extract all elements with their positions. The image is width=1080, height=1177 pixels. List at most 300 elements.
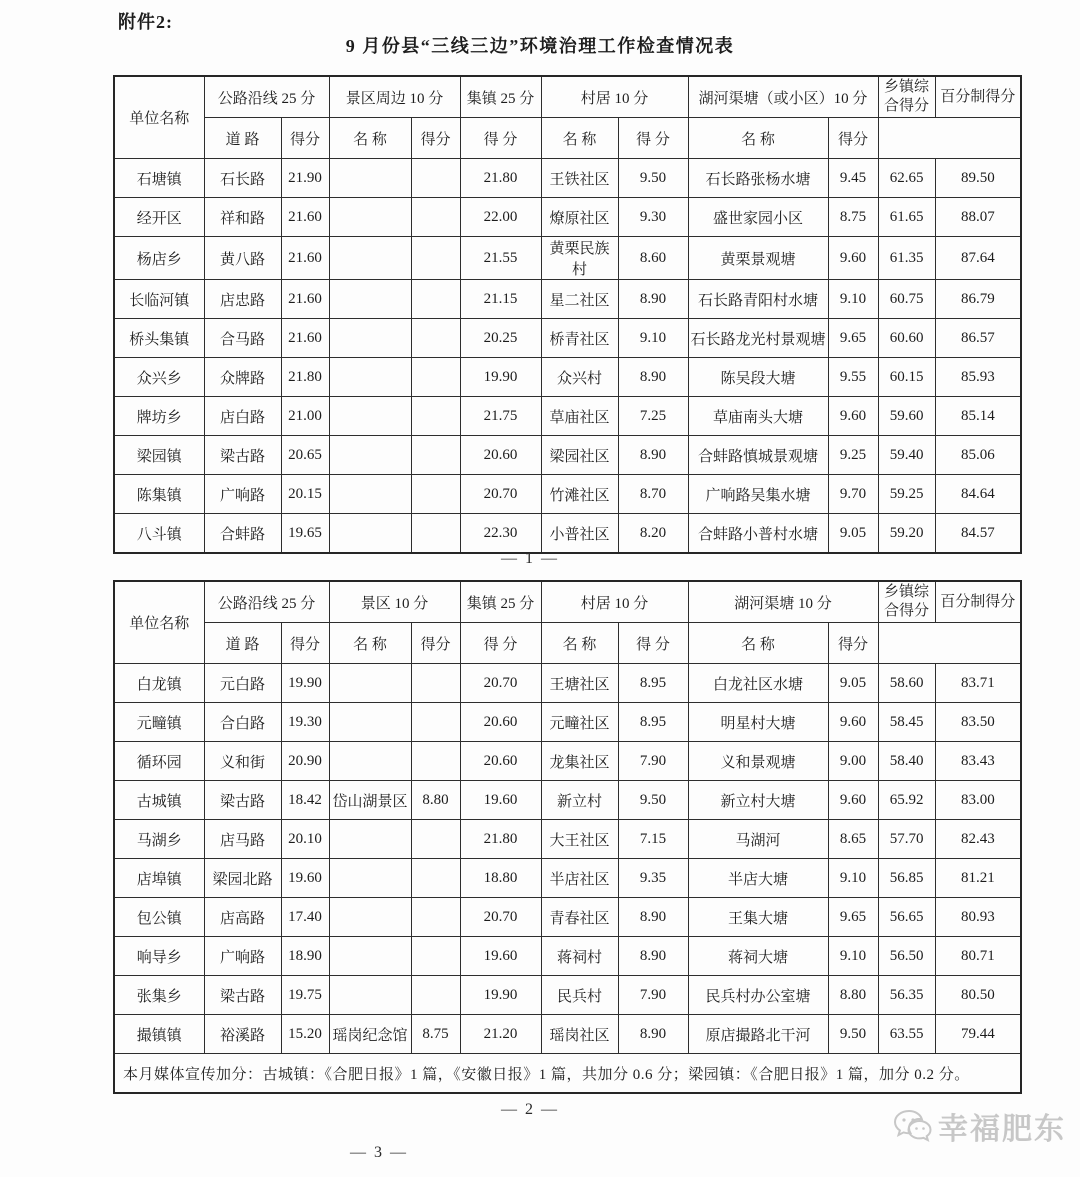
table-cell: 桥青社区 (541, 319, 618, 358)
table-cell: 80.93 (935, 898, 1021, 937)
table-cell: 盛世家园小区 (688, 198, 828, 237)
table-cell (411, 937, 460, 976)
column-subheader-3-1: 得 分 (618, 118, 688, 159)
table-cell (329, 937, 411, 976)
table-cell (329, 397, 411, 436)
table-cell: 梁园镇 (114, 436, 204, 475)
table-row (114, 859, 1021, 898)
table-cell: 63.55 (878, 1015, 935, 1054)
table-cell: 22.00 (460, 198, 541, 237)
page-number-3: — 3 — (350, 1144, 408, 1161)
column-subheader-0-1: 得分 (281, 118, 329, 159)
table-cell: 梁古路 (204, 976, 281, 1015)
table-cell: 19.90 (460, 976, 541, 1015)
table-row (114, 937, 1021, 976)
table-cell: 21.00 (281, 397, 329, 436)
table-cell: 8.75 (411, 1015, 460, 1054)
table-cell: 响导乡 (114, 937, 204, 976)
table-cell: 9.70 (828, 475, 878, 514)
column-header-percent-score: 百分制得分 (935, 581, 1021, 623)
table-cell: 59.60 (878, 397, 935, 436)
table-cell: 9.60 (828, 397, 878, 436)
table-cell: 56.50 (878, 937, 935, 976)
table-cell: 牌坊乡 (114, 397, 204, 436)
table-row (114, 237, 1021, 280)
table-cell: 8.95 (618, 703, 688, 742)
table-cell: 18.90 (281, 937, 329, 976)
table-cell: 58.45 (878, 703, 935, 742)
table-row (114, 976, 1021, 1015)
table-cell: 19.60 (281, 859, 329, 898)
table-cell: 蒋祠村 (541, 937, 618, 976)
table-cell: 长临河镇 (114, 280, 204, 319)
table-cell: 19.30 (281, 703, 329, 742)
page-number-1: — 1 — (501, 550, 559, 567)
table-row (114, 820, 1021, 859)
table-cell: 新立村大塘 (688, 781, 828, 820)
column-group-header-4: 湖河渠塘（或小区）10 分 (688, 76, 878, 118)
table-cell: 白龙镇 (114, 664, 204, 703)
table-cell: 瑶岗纪念馆 (329, 1015, 411, 1054)
table-cell: 84.64 (935, 475, 1021, 514)
table-cell (329, 319, 411, 358)
table-cell: 9.60 (828, 703, 878, 742)
table-cell (411, 664, 460, 703)
table-cell: 84.57 (935, 514, 1021, 554)
table-cell: 20.60 (460, 703, 541, 742)
table-cell: 店忠路 (204, 280, 281, 319)
table-cell (329, 280, 411, 319)
column-header-unit: 单位名称 (114, 76, 204, 159)
table-cell: 56.35 (878, 976, 935, 1015)
table-cell (411, 237, 460, 280)
table-cell: 白龙社区水塘 (688, 664, 828, 703)
table-cell: 17.40 (281, 898, 329, 937)
table-row (114, 703, 1021, 742)
table-cell (329, 664, 411, 703)
table-cell: 60.60 (878, 319, 935, 358)
table-cell: 黄栗景观塘 (688, 237, 828, 280)
table-cell: 元疃镇 (114, 703, 204, 742)
table-cell: 包公镇 (114, 898, 204, 937)
table-cell: 石长路青阳村水塘 (688, 280, 828, 319)
table-cell: 62.65 (878, 159, 935, 198)
table-cell: 9.35 (618, 859, 688, 898)
table-row (114, 397, 1021, 436)
table-cell: 8.90 (618, 436, 688, 475)
table-cell: 8.80 (828, 976, 878, 1015)
table-cell: 21.75 (460, 397, 541, 436)
column-subheader-0-1: 得分 (281, 623, 329, 664)
table-cell: 79.44 (935, 1015, 1021, 1054)
table-cell: 7.25 (618, 397, 688, 436)
table-cell: 义和景观塘 (688, 742, 828, 781)
table-cell: 65.92 (878, 781, 935, 820)
table-cell: 陈集镇 (114, 475, 204, 514)
table-cell: 8.90 (618, 1015, 688, 1054)
page-number-2: — 2 — (501, 1101, 559, 1118)
wechat-chat-bubbles-icon (893, 1109, 933, 1143)
table-cell: 石长路 (204, 159, 281, 198)
table-cell: 石长路张杨水塘 (688, 159, 828, 198)
table-cell: 9.65 (828, 898, 878, 937)
table-cell: 85.93 (935, 358, 1021, 397)
table-cell: 88.07 (935, 198, 1021, 237)
table-cell (411, 358, 460, 397)
table-cell: 80.71 (935, 937, 1021, 976)
column-subheader-2-0: 得 分 (460, 623, 541, 664)
table-row (114, 742, 1021, 781)
table-cell: 八斗镇 (114, 514, 204, 554)
table-cell: 80.50 (935, 976, 1021, 1015)
table-cell (411, 898, 460, 937)
attachment-label: 附件2: (118, 12, 173, 32)
table-cell: 9.60 (828, 237, 878, 280)
table-cell (329, 820, 411, 859)
column-subheader-1-1: 得分 (411, 623, 460, 664)
inspection-table-page1 (113, 75, 1022, 554)
table-cell: 9.10 (828, 937, 878, 976)
table-footnote-row (114, 1054, 1021, 1094)
table-cell: 20.60 (460, 742, 541, 781)
table-cell: 9.10 (828, 280, 878, 319)
table-cell: 黄栗民族村 (541, 237, 618, 280)
table-cell: 9.50 (618, 781, 688, 820)
table-cell: 7.90 (618, 976, 688, 1015)
table-cell: 草庙社区 (541, 397, 618, 436)
table-row (114, 159, 1021, 198)
table-cell: 85.06 (935, 436, 1021, 475)
table-cell: 王集大塘 (688, 898, 828, 937)
table-cell: 众牌路 (204, 358, 281, 397)
table-cell: 58.40 (878, 742, 935, 781)
table-cell (329, 159, 411, 198)
table-cell: 马湖乡 (114, 820, 204, 859)
table-cell: 梁古路 (204, 436, 281, 475)
table-cell: 黄八路 (204, 237, 281, 280)
table-cell: 21.55 (460, 237, 541, 280)
column-group-header-1: 景区周边 10 分 (329, 76, 460, 118)
table-cell: 民兵村办公室塘 (688, 976, 828, 1015)
column-header-composite-score: 乡镇综合得分 (878, 76, 935, 118)
column-group-header-2: 集镇 25 分 (460, 581, 541, 623)
table-cell (329, 742, 411, 781)
table-cell: 民兵村 (541, 976, 618, 1015)
table-cell: 9.10 (618, 319, 688, 358)
table-cell: 20.60 (460, 436, 541, 475)
table-cell: 58.60 (878, 664, 935, 703)
table-cell: 陈吴段大塘 (688, 358, 828, 397)
table-cell: 梁园社区 (541, 436, 618, 475)
table-cell: 9.05 (828, 664, 878, 703)
table-cell: 合蚌路小普村水塘 (688, 514, 828, 554)
watermark (893, 1104, 1066, 1148)
table-cell (411, 820, 460, 859)
table-cell: 合蚌路 (204, 514, 281, 554)
column-subheader-1-0: 名 称 (329, 623, 411, 664)
table-cell (411, 859, 460, 898)
table-cell: 王塘社区 (541, 664, 618, 703)
table-cell: 店马路 (204, 820, 281, 859)
table-cell: 59.40 (878, 436, 935, 475)
table-cell: 20.65 (281, 436, 329, 475)
table-cell: 半店社区 (541, 859, 618, 898)
table-cell (411, 976, 460, 1015)
table-cell: 8.90 (618, 280, 688, 319)
table-cell: 燎原社区 (541, 198, 618, 237)
table-cell: 21.60 (281, 280, 329, 319)
table-cell: 8.80 (411, 781, 460, 820)
column-header-percent-score: 百分制得分 (935, 76, 1021, 118)
table-cell: 83.50 (935, 703, 1021, 742)
table-cell: 石长路龙光村景观塘 (688, 319, 828, 358)
table-cell (411, 319, 460, 358)
table-cell: 广响路 (204, 937, 281, 976)
watermark-text: 幸福肥东 (938, 1113, 1066, 1146)
table-cell: 21.60 (281, 319, 329, 358)
column-subheader-4-0: 名 称 (688, 118, 828, 159)
table-row (114, 664, 1021, 703)
table-cell (411, 742, 460, 781)
table-row (114, 280, 1021, 319)
table-row (114, 1015, 1021, 1054)
table-cell: 81.21 (935, 859, 1021, 898)
table-cell: 9.45 (828, 159, 878, 198)
table-cell: 56.65 (878, 898, 935, 937)
table-cell: 明星村大塘 (688, 703, 828, 742)
table-cell: 85.14 (935, 397, 1021, 436)
inspection-table-page2 (113, 580, 1022, 1094)
table-cell: 19.65 (281, 514, 329, 554)
table-cell (411, 159, 460, 198)
table-cell: 7.15 (618, 820, 688, 859)
table-cell (411, 475, 460, 514)
table-cell: 9.05 (828, 514, 878, 554)
table-cell: 20.15 (281, 475, 329, 514)
table-cell: 83.43 (935, 742, 1021, 781)
table-cell: 9.50 (828, 1015, 878, 1054)
table-cell: 83.00 (935, 781, 1021, 820)
table-cell: 广响路 (204, 475, 281, 514)
table-row (114, 514, 1021, 554)
table-row (114, 898, 1021, 937)
table-cell (329, 859, 411, 898)
table-cell: 83.71 (935, 664, 1021, 703)
table-cell: 众兴乡 (114, 358, 204, 397)
table-cell: 合蚌路慎城景观塘 (688, 436, 828, 475)
column-subheader-3-1: 得 分 (618, 623, 688, 664)
table-cell: 8.65 (828, 820, 878, 859)
table-cell (329, 358, 411, 397)
table-cell: 8.70 (618, 475, 688, 514)
table-cell: 循环园 (114, 742, 204, 781)
table-cell: 87.64 (935, 237, 1021, 280)
table-row (114, 358, 1021, 397)
table-cell: 杨店乡 (114, 237, 204, 280)
page-title: 9 月份县“三线三边”环境治理工作检查情况表 (345, 36, 735, 56)
table-row (114, 475, 1021, 514)
table-cell: 竹滩社区 (541, 475, 618, 514)
column-subheader-4-1: 得分 (828, 118, 878, 159)
table-cell (329, 898, 411, 937)
table-row (114, 198, 1021, 237)
table-cell: 61.65 (878, 198, 935, 237)
table-cell (329, 475, 411, 514)
table-cell: 马湖河 (688, 820, 828, 859)
column-subheader-4-1: 得分 (828, 623, 878, 664)
table-cell: 15.20 (281, 1015, 329, 1054)
table-cell: 9.65 (828, 319, 878, 358)
table-cell (329, 703, 411, 742)
table-cell (411, 436, 460, 475)
table-cell (329, 436, 411, 475)
table-cell: 9.00 (828, 742, 878, 781)
table-cell (329, 976, 411, 1015)
table-cell: 21.60 (281, 237, 329, 280)
table-cell: 8.95 (618, 664, 688, 703)
table-cell (329, 514, 411, 554)
table-cell: 梁古路 (204, 781, 281, 820)
table-cell: 9.10 (828, 859, 878, 898)
table-cell (411, 703, 460, 742)
table-cell: 撮镇镇 (114, 1015, 204, 1054)
table-cell: 7.90 (618, 742, 688, 781)
table-cell: 张集乡 (114, 976, 204, 1015)
table-cell: 89.50 (935, 159, 1021, 198)
column-group-header-0: 公路沿线 25 分 (204, 581, 329, 623)
table-cell: 9.60 (828, 781, 878, 820)
table-cell (329, 237, 411, 280)
table-row (114, 319, 1021, 358)
table-row (114, 781, 1021, 820)
table-cell: 8.20 (618, 514, 688, 554)
table-cell: 86.57 (935, 319, 1021, 358)
table-cell: 合马路 (204, 319, 281, 358)
table-cell: 众兴村 (541, 358, 618, 397)
table-cell: 裕溪路 (204, 1015, 281, 1054)
table-cell: 61.35 (878, 237, 935, 280)
table-cell: 20.90 (281, 742, 329, 781)
table-cell: 9.50 (618, 159, 688, 198)
table-cell: 店高路 (204, 898, 281, 937)
table-cell: 20.70 (460, 664, 541, 703)
table-cell: 龙集社区 (541, 742, 618, 781)
table-cell (411, 514, 460, 554)
table-cell: 20.70 (460, 475, 541, 514)
column-subheader-1-0: 名 称 (329, 118, 411, 159)
table-cell: 新立村 (541, 781, 618, 820)
table-cell: 8.90 (618, 358, 688, 397)
table-cell: 9.55 (828, 358, 878, 397)
column-subheader-4-0: 名 称 (688, 623, 828, 664)
table-cell: 原店撮路北干河 (688, 1015, 828, 1054)
table-cell: 星二社区 (541, 280, 618, 319)
table-cell: 古城镇 (114, 781, 204, 820)
table-cell: 经开区 (114, 198, 204, 237)
table-cell: 21.60 (281, 198, 329, 237)
table-cell: 广响路吴集水塘 (688, 475, 828, 514)
table-cell: 瑶岗社区 (541, 1015, 618, 1054)
table-cell: 21.80 (460, 159, 541, 198)
column-group-header-3: 村居 10 分 (541, 76, 688, 118)
table-cell: 57.70 (878, 820, 935, 859)
table-cell: 元疃社区 (541, 703, 618, 742)
table-cell: 9.25 (828, 436, 878, 475)
table-cell: 8.90 (618, 898, 688, 937)
column-group-header-0: 公路沿线 25 分 (204, 76, 329, 118)
column-subheader-3-0: 名 称 (541, 118, 618, 159)
column-header-composite-score: 乡镇综合得分 (878, 581, 935, 623)
table-cell: 60.75 (878, 280, 935, 319)
column-group-header-1: 景区 10 分 (329, 581, 460, 623)
table-cell: 21.80 (460, 820, 541, 859)
table-cell: 20.25 (460, 319, 541, 358)
column-subheader-0-0: 道 路 (204, 118, 281, 159)
column-subheader-0-0: 道 路 (204, 623, 281, 664)
table-cell: 王铁社区 (541, 159, 618, 198)
table-cell: 59.20 (878, 514, 935, 554)
table-cell: 19.90 (281, 664, 329, 703)
column-subheader-3-0: 名 称 (541, 623, 618, 664)
media-bonus-footnote: 本月媒体宣传加分：古城镇：《合肥日报》1 篇，《安徽日报》1 篇，共加分 0.6 分；梁园镇：《合肥日报》1 篇，加分 0.2 分。 (114, 1054, 1021, 1094)
column-group-header-4: 湖河渠塘 10 分 (688, 581, 878, 623)
table-cell (411, 198, 460, 237)
table-cell: 18.80 (460, 859, 541, 898)
table-cell: 19.60 (460, 781, 541, 820)
column-subheader-2-0: 得 分 (460, 118, 541, 159)
table-cell: 合白路 (204, 703, 281, 742)
column-subheader-1-1: 得分 (411, 118, 460, 159)
table-cell: 大王社区 (541, 820, 618, 859)
table-cell: 21.90 (281, 159, 329, 198)
table-cell: 草庙南头大塘 (688, 397, 828, 436)
table-cell (329, 198, 411, 237)
table-cell: 19.75 (281, 976, 329, 1015)
table-cell (411, 397, 460, 436)
table-cell: 石塘镇 (114, 159, 204, 198)
table-cell: 86.79 (935, 280, 1021, 319)
table-cell: 21.15 (460, 280, 541, 319)
table-cell: 19.90 (460, 358, 541, 397)
table-cell: 18.42 (281, 781, 329, 820)
table-cell: 82.43 (935, 820, 1021, 859)
table-cell: 岱山湖景区 (329, 781, 411, 820)
table-cell: 店埠镇 (114, 859, 204, 898)
table-cell: 梁园北路 (204, 859, 281, 898)
table-cell: 19.60 (460, 937, 541, 976)
table-cell: 半店大塘 (688, 859, 828, 898)
table-cell: 祥和路 (204, 198, 281, 237)
table-cell: 青春社区 (541, 898, 618, 937)
table-cell: 8.90 (618, 937, 688, 976)
table-cell (411, 280, 460, 319)
table-cell: 8.75 (828, 198, 878, 237)
table-cell: 9.30 (618, 198, 688, 237)
table-cell: 22.30 (460, 514, 541, 554)
column-header-unit: 单位名称 (114, 581, 204, 664)
table-cell: 21.80 (281, 358, 329, 397)
table-cell: 20.70 (460, 898, 541, 937)
table-cell: 桥头集镇 (114, 319, 204, 358)
table-cell: 20.10 (281, 820, 329, 859)
table-cell: 义和街 (204, 742, 281, 781)
column-group-header-2: 集镇 25 分 (460, 76, 541, 118)
table-cell: 8.60 (618, 237, 688, 280)
table-cell: 60.15 (878, 358, 935, 397)
table-cell: 蒋祠大塘 (688, 937, 828, 976)
table-cell: 元白路 (204, 664, 281, 703)
table-cell: 59.25 (878, 475, 935, 514)
